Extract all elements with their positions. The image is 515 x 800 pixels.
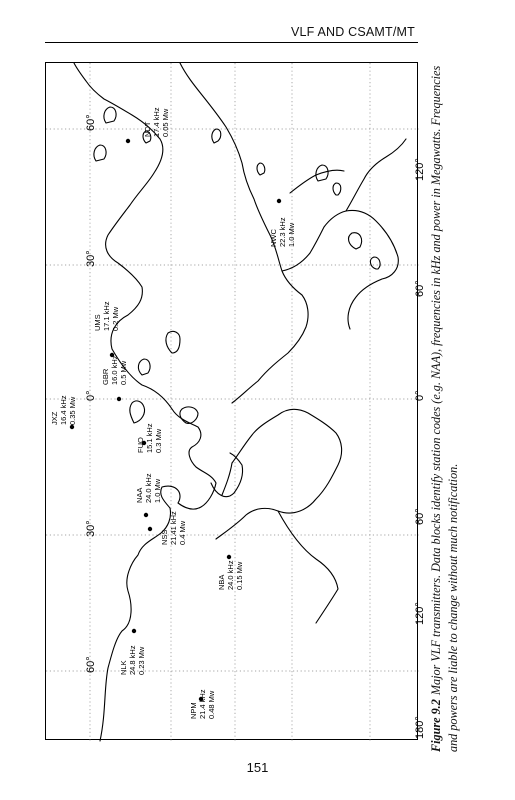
station-code: GBR	[101, 368, 110, 385]
station-label-nba	[217, 560, 244, 590]
station-frequency: 21.4 kHz	[198, 689, 207, 719]
longitude-label: 0°	[414, 390, 426, 401]
longitude-label: 60°	[414, 280, 426, 297]
station-power: 0.48 Mw	[207, 690, 216, 719]
station-label-ndt	[143, 107, 170, 137]
station-frequency: 17.4 kHz	[152, 107, 161, 137]
coastlines	[74, 63, 406, 741]
station-frequency: 16.4 kHz	[59, 395, 68, 425]
station-frequency: 24.0 kHz	[144, 473, 153, 503]
station-code: NPM	[189, 702, 198, 719]
station-code: NDT	[143, 121, 152, 137]
vlf-transmitter-map	[46, 63, 426, 741]
station-dot-nlk	[132, 629, 136, 633]
longitude-label: 120°	[414, 602, 426, 625]
longitude-label: 60°	[414, 508, 426, 525]
station-label-npm	[189, 689, 216, 719]
station-dot-gbr	[117, 397, 121, 401]
latitude-label: 0°	[85, 390, 97, 401]
station-power: 1.0 Mw	[287, 222, 296, 247]
station-dot-nwc	[277, 199, 281, 203]
station-code: JXZ	[50, 411, 59, 425]
figure-caption	[424, 62, 484, 752]
station-label-gbr	[101, 355, 128, 385]
station-code: NSS	[160, 529, 169, 545]
station-label-nwc	[269, 217, 296, 247]
longitude-label: 120°	[414, 158, 426, 181]
station-power: 0.05 Mw	[161, 108, 170, 137]
station-label-jxz	[50, 395, 77, 425]
running-header: VLF AND CSAMT/MT	[290, 25, 415, 39]
station-power: 0.3 Mw	[154, 428, 163, 453]
latitude-labels	[85, 114, 97, 673]
station-label-naa	[135, 473, 162, 503]
station-frequency: 24.0 kHz	[226, 560, 235, 590]
station-label-nss	[160, 511, 187, 545]
station-code: NLK	[119, 660, 128, 675]
figure-label: Figure 9.2	[429, 699, 443, 752]
station-frequency: 16.0 kHz	[110, 355, 119, 385]
world-map-figure	[45, 62, 426, 740]
latitude-label: 60°	[85, 656, 97, 673]
station-power: 0.4 Mw	[178, 520, 187, 545]
longitude-label: 180°	[414, 716, 426, 739]
header-rule	[45, 42, 418, 43]
station-label-nlk	[119, 645, 146, 675]
station-code: FUO	[136, 437, 145, 453]
station-frequency: 24.8 kHz	[128, 645, 137, 675]
station-power: 0.23 Mw	[137, 646, 146, 675]
station-frequency: 21.41 kHz	[169, 511, 178, 545]
station-code: UMS	[93, 314, 102, 331]
station-markers	[70, 139, 281, 701]
station-code: NBA	[217, 574, 226, 590]
station-dot-nss	[148, 527, 152, 531]
station-frequency: 15.1 kHz	[145, 423, 154, 453]
latitude-label: 30°	[85, 250, 97, 267]
station-frequency: 17.1 kHz	[102, 301, 111, 331]
station-code: NAA	[135, 487, 144, 503]
page-number: 151	[246, 760, 269, 775]
latitude-label: 60°	[85, 114, 97, 131]
station-power: 1.0 Mw	[153, 478, 162, 503]
station-dot-naa	[144, 513, 148, 517]
station-labels	[50, 107, 296, 719]
figure-caption-body: Major VLF transmitters. Data blocks identify station codes (e.g. NAA), frequencies in kHz and power in Megawatts. Frequencies and powers are liable to change without much notification.	[429, 65, 460, 752]
station-power: 0.15 Mw	[235, 561, 244, 590]
station-label-ums	[93, 301, 120, 331]
station-code: NWC	[269, 229, 278, 247]
station-dot-ndt	[126, 139, 130, 143]
station-power: 0.2 Mw	[111, 306, 120, 331]
figure-caption-text	[428, 62, 462, 752]
station-dot-nba	[227, 555, 231, 559]
latitude-label: 30°	[85, 520, 97, 537]
station-power: 0.35 Mw	[68, 396, 77, 425]
station-power: 0.5 Mw	[119, 360, 128, 385]
station-label-fuo	[136, 423, 163, 453]
station-frequency: 22.3 kHz	[278, 217, 287, 247]
